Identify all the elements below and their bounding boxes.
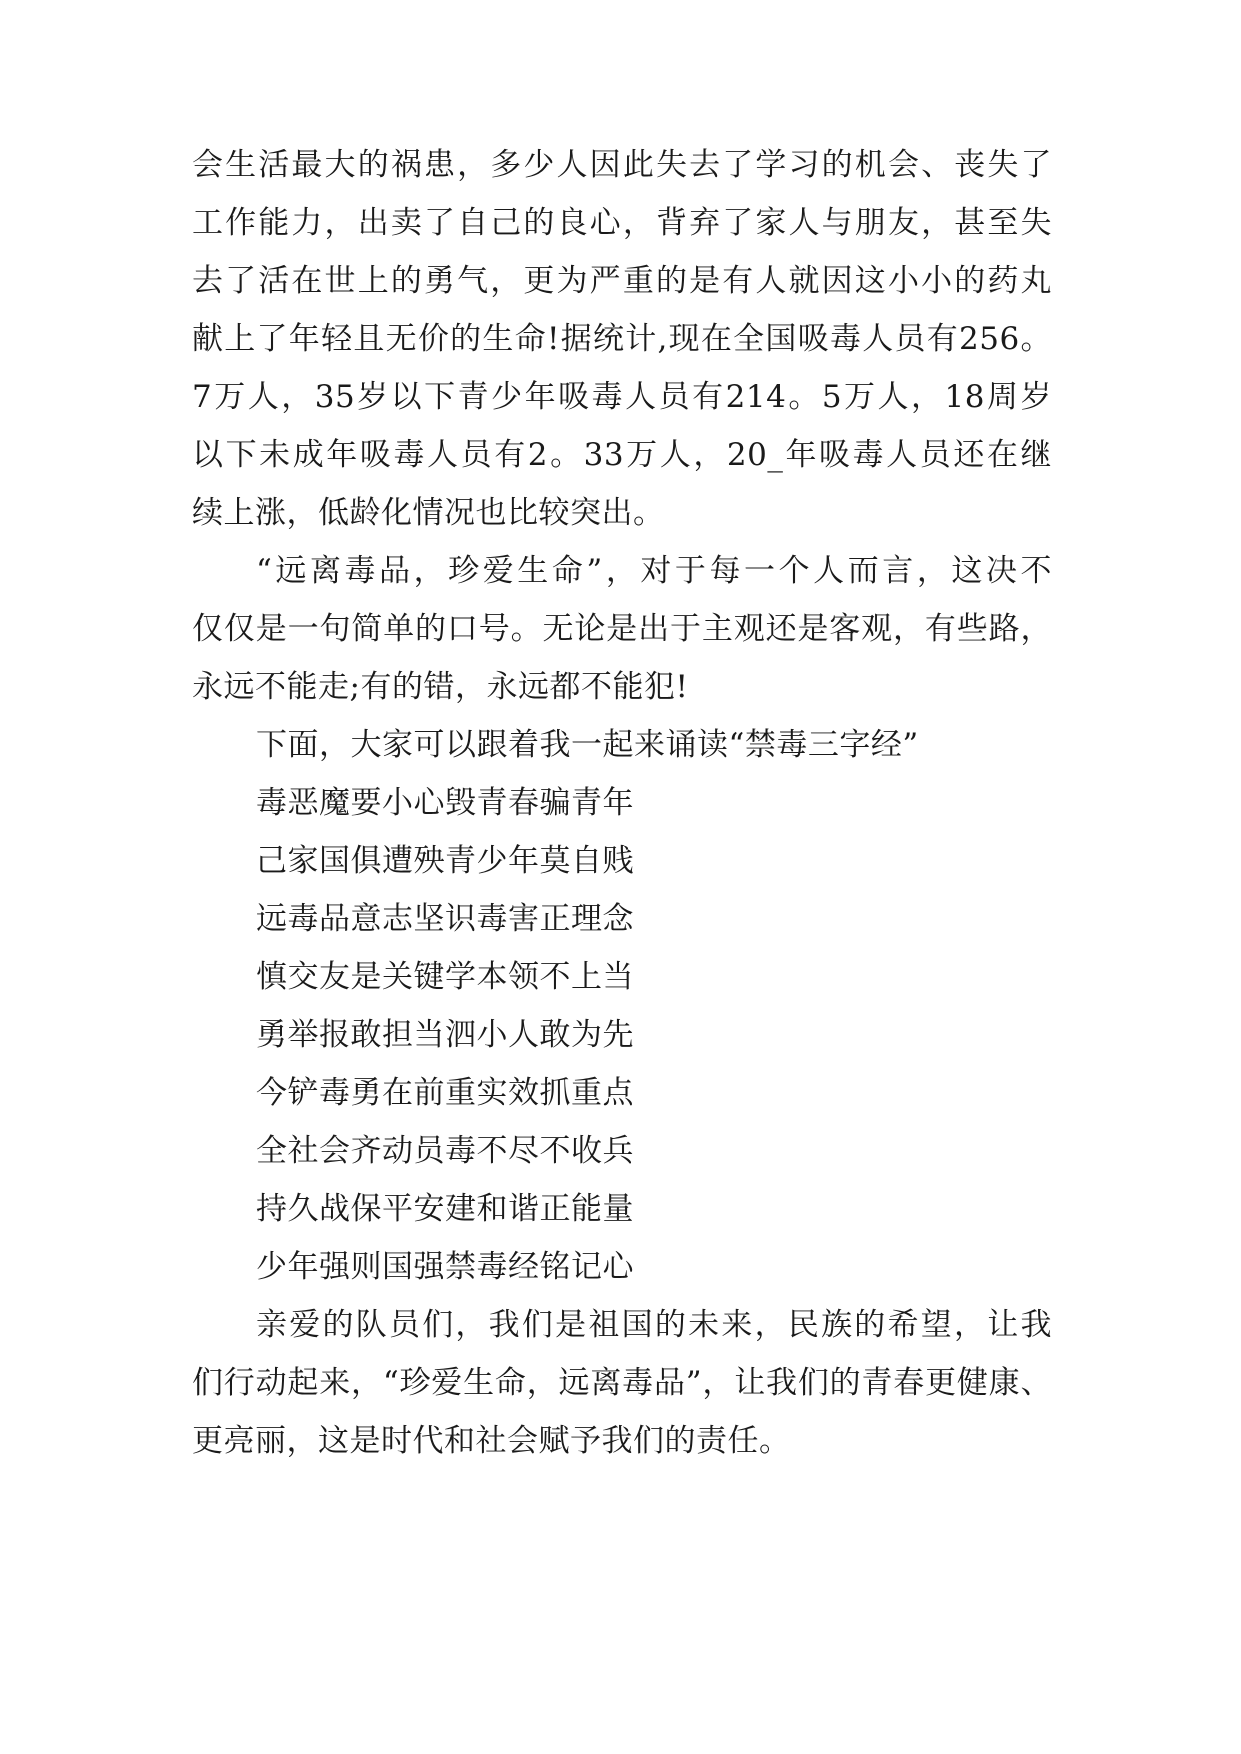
chant-line: 少年强则国强禁毒经铭记心 <box>256 1249 634 1285</box>
paragraph-line: 亲爱的队员们，我们是祖国的未来，民族的希望，让我 <box>256 1307 1052 1343</box>
paragraph-line: 更亮丽，这是时代和社会赋予我们的责任。 <box>192 1423 791 1459</box>
paragraph-line: 7万人，35岁以下青少年吸毒人员有214。5万人，18周岁 <box>192 379 1052 415</box>
chant-line: 慎交友是关键学本领不上当 <box>256 959 634 995</box>
paragraph-line: 去了活在世上的勇气，更为严重的是有人就因这小小的药丸 <box>192 263 1052 299</box>
chant-line: 持久战保平安建和谐正能量 <box>256 1191 634 1227</box>
paragraph-line: 们行动起来，“珍爱生命，远离毒品”，让我们的青春更健康、 <box>192 1365 1052 1401</box>
chant-line: 己家国俱遭殃青少年莫自贱 <box>256 843 634 879</box>
paragraph-line: 永远不能走;有的错，永远都不能犯! <box>192 669 689 705</box>
paragraph-line: 续上涨，低龄化情况也比较突出。 <box>192 495 665 531</box>
paragraph-line: 工作能力，出卖了自己的良心，背弃了家人与朋友，甚至失 <box>192 205 1052 241</box>
paragraph-line: 以下未成年吸毒人员有2。33万人，20_年吸毒人员还在继 <box>192 437 1052 473</box>
chant-line: 今铲毒勇在前重实效抓重点 <box>256 1075 634 1111</box>
paragraph-line: 仅仅是一句简单的口号。无论是出于主观还是客观，有些路， <box>192 611 1052 647</box>
chant-line: 毒恶魔要小心毁青春骗青年 <box>256 785 634 821</box>
chant-line: 远毒品意志坚识毒害正理念 <box>256 901 634 937</box>
paragraph-line: “远离毒品，珍爱生命”，对于每一个人而言，这决不 <box>256 553 1052 589</box>
chant-line: 勇举报敢担当泗小人敢为先 <box>256 1017 634 1053</box>
chant-line: 全社会齐动员毒不尽不收兵 <box>256 1133 634 1169</box>
paragraph-line: 会生活最大的祸患，多少人因此失去了学习的机会、丧失了 <box>192 147 1052 183</box>
paragraph-line: 献上了年轻且无价的生命!据统计,现在全国吸毒人员有256。 <box>192 321 1052 357</box>
chant-intro: 下面，大家可以跟着我一起来诵读“禁毒三字经” <box>256 727 919 763</box>
